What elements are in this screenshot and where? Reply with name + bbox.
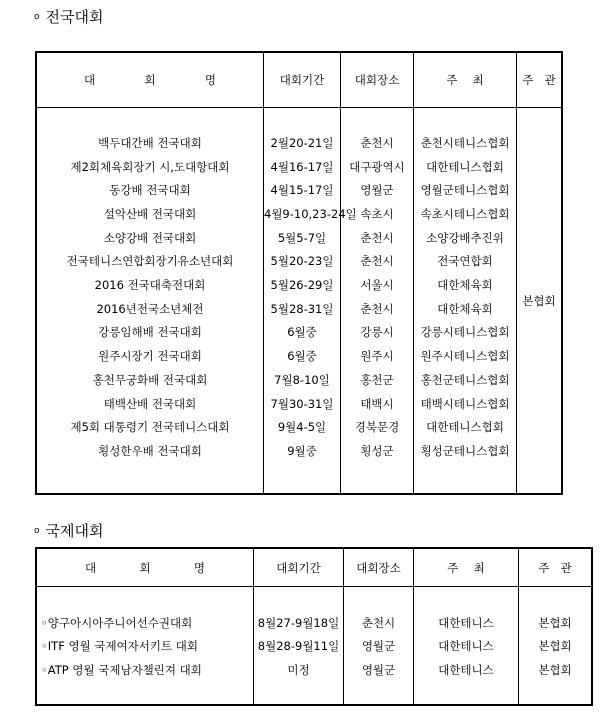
tournament-name: 홍천무궁화배 전국대회: [92, 372, 208, 387]
header-name-char: 명: [204, 73, 216, 87]
intl-tournament-venue: 춘천시: [361, 615, 396, 630]
intl-tournament-name: ◦양구아시아주니어선수권대회: [41, 615, 193, 630]
tournament-host: 강릉시테니스협회: [420, 325, 510, 340]
tournament-venue: 춘천시: [360, 301, 394, 316]
tournament-venue: 서울시: [360, 278, 394, 293]
tournament-host: 속초시테니스협회: [420, 206, 510, 221]
tournament-period: 7월8-10일: [274, 372, 330, 387]
intl-tournament-organizer: 본협회: [538, 662, 572, 677]
tournament-host: 대한테니스협회: [426, 420, 504, 435]
tournament-venue: 강릉시: [360, 325, 394, 340]
tournament-venue: 원주시: [360, 349, 394, 364]
tournament-venue: 경북문경: [354, 420, 400, 435]
intl-header-name-char: 회: [139, 560, 151, 575]
domestic-title-text: 전국대회: [45, 8, 104, 26]
tournament-period: 6월중: [287, 349, 317, 364]
tournament-host: 원주시테니스협회: [420, 349, 510, 364]
intl-tournament-name: ◦ATP 영월 국제남자챌린져 대회: [41, 662, 202, 677]
intl-tournament-host: 대한테니스: [438, 639, 494, 653]
domestic-table: [36, 52, 562, 494]
tournament-period: 9월4-5일: [277, 420, 327, 435]
tournament-period: 2월20-21일: [270, 135, 334, 150]
intl-header-organizer: [519, 549, 592, 587]
intl-header-name-char: 대: [85, 560, 97, 575]
header-host-char: 최: [472, 73, 484, 87]
tournament-host: 영월군테니스협회: [420, 183, 510, 198]
domestic-periods-column: [264, 108, 357, 494]
tournament-name: 소양강배 전국대회: [103, 230, 197, 245]
tournament-period: 5월5-7일: [277, 230, 327, 245]
tournament-host: 소양강배추진위: [426, 230, 504, 245]
intl-organizers-column: [519, 587, 592, 705]
tournament-period: 5월26-29일: [270, 278, 334, 293]
intl-header-host: [414, 549, 519, 587]
header-host: [414, 53, 517, 108]
tournament-name: 백두대간배 전국대회: [98, 135, 202, 150]
tournament-name: 원주시장기 전국대회: [98, 349, 202, 364]
header-organizer-char: 관: [544, 73, 556, 87]
domestic-body-row: [37, 108, 562, 494]
intl-header-name: [37, 549, 254, 587]
tournament-name: 강릉임해배 전국대회: [98, 325, 202, 340]
tournament-period: 6월중: [287, 325, 317, 340]
intl-tournament-organizer: 본협회: [538, 639, 572, 653]
tournament-venue: 횡성군: [360, 443, 394, 458]
tournament-period: 9월중: [287, 443, 317, 458]
intl-header-host-char: 주: [447, 560, 459, 575]
tournament-period: 5월28-31일: [270, 301, 334, 316]
intl-header-name-char: 명: [193, 560, 205, 575]
intl-header-period: 대회기간: [254, 549, 344, 587]
domestic-section-title: [34, 8, 103, 26]
intl-tournament-host: 대한테니스: [438, 615, 494, 630]
intl-tournament-name: ◦ITF 영월 국제여자서키트 대회: [41, 639, 198, 653]
intl-tournament-organizer: 본협회: [538, 615, 572, 630]
tournament-name: 제2회체육회장기 시,도대항대회: [70, 159, 230, 174]
bullet-icon: o: [34, 12, 40, 22]
tournament-venue: 춘천시: [360, 230, 394, 245]
tournament-venue: 태백시: [360, 396, 394, 411]
tournament-host: 대한테니스협회: [426, 159, 504, 174]
tournament-name: 태백산배 전국대회: [103, 396, 197, 411]
domestic-names-column: [37, 108, 264, 494]
intl-tournament-period: 8월28-9월11일: [257, 639, 340, 653]
tournament-host: 횡성군테니스협회: [420, 443, 510, 458]
header-period: 대회기간: [264, 53, 341, 108]
tournament-period: 4월16-17일: [270, 159, 334, 174]
tournament-host: 춘천시테니스협회: [420, 135, 510, 150]
international-section-title: [34, 522, 103, 540]
tournament-name: 동강배 전국대회: [109, 183, 191, 198]
tournament-name: 횡성한우배 전국대회: [98, 443, 202, 458]
tournament-venue: 영월군: [360, 183, 394, 198]
tournament-host: 태백시테니스협회: [420, 396, 510, 411]
header-organizer: [517, 53, 562, 108]
tournament-host: 전국연합회: [437, 254, 493, 269]
domestic-organizer-cell: 본협회: [517, 108, 562, 494]
header-organizer-char: 주: [522, 73, 534, 87]
intl-periods-column: [254, 587, 344, 705]
domestic-venues-column: [341, 108, 414, 494]
international-table: [36, 548, 592, 705]
tournament-venue: 홍천군: [360, 372, 394, 387]
intl-tournament-host: 대한테니스: [438, 662, 494, 677]
intl-header-organizer-char: 주: [538, 560, 550, 575]
tournament-host: 홍천군테니스협회: [420, 372, 510, 387]
tournament-venue: 대구광역시: [349, 159, 405, 174]
intl-header-host-char: 최: [473, 560, 485, 575]
tournament-period: 7월30-31일: [270, 396, 334, 411]
tournament-venue: 속초시: [360, 206, 394, 221]
tournament-name: 제5회 대통령기 전국테니스대회: [70, 420, 230, 435]
tournament-period: 4월9-10,23-24일: [264, 206, 357, 221]
header-name-char: 회: [144, 73, 156, 87]
domestic-hosts-column: [414, 108, 517, 494]
tournament-name: 전국테니스연합회장기유소년대회: [66, 254, 234, 269]
intl-tournament-period: 8월27-9월18일: [257, 615, 340, 630]
tournament-period: 4월15-17일: [270, 183, 334, 198]
intl-header-venue: 대회장소: [344, 549, 414, 587]
intl-tournament-period: 미정: [287, 662, 310, 677]
header-host-char: 주: [446, 73, 458, 87]
header-venue: 대회장소: [341, 53, 414, 108]
international-body-row: [37, 587, 592, 705]
domestic-header-row: [37, 53, 562, 108]
tournament-name: 2016 전국대축전대회: [94, 278, 206, 293]
bullet-icon: o: [34, 526, 40, 536]
international-header-row: [37, 549, 592, 587]
intl-names-column: [37, 587, 254, 705]
tournament-host: 대한체육회: [437, 301, 493, 316]
tournament-venue: 춘천시: [360, 254, 394, 269]
tournament-period: 5월20-23일: [270, 254, 334, 269]
intl-header-organizer-char: 관: [560, 560, 572, 575]
header-name-char: 대: [84, 73, 96, 87]
intl-tournament-venue: 영월군: [361, 662, 396, 677]
intl-venues-column: [344, 587, 414, 705]
header-name: [37, 53, 264, 108]
tournament-name: 설악산배 전국대회: [103, 206, 197, 221]
tournament-venue: 춘천시: [360, 135, 394, 150]
international-title-text: 국제대회: [45, 522, 104, 540]
intl-hosts-column: [414, 587, 519, 705]
tournament-name: 2016년전국소년체전: [96, 301, 204, 316]
intl-tournament-venue: 영월군: [361, 639, 396, 653]
tournament-host: 대한체육회: [437, 278, 493, 293]
